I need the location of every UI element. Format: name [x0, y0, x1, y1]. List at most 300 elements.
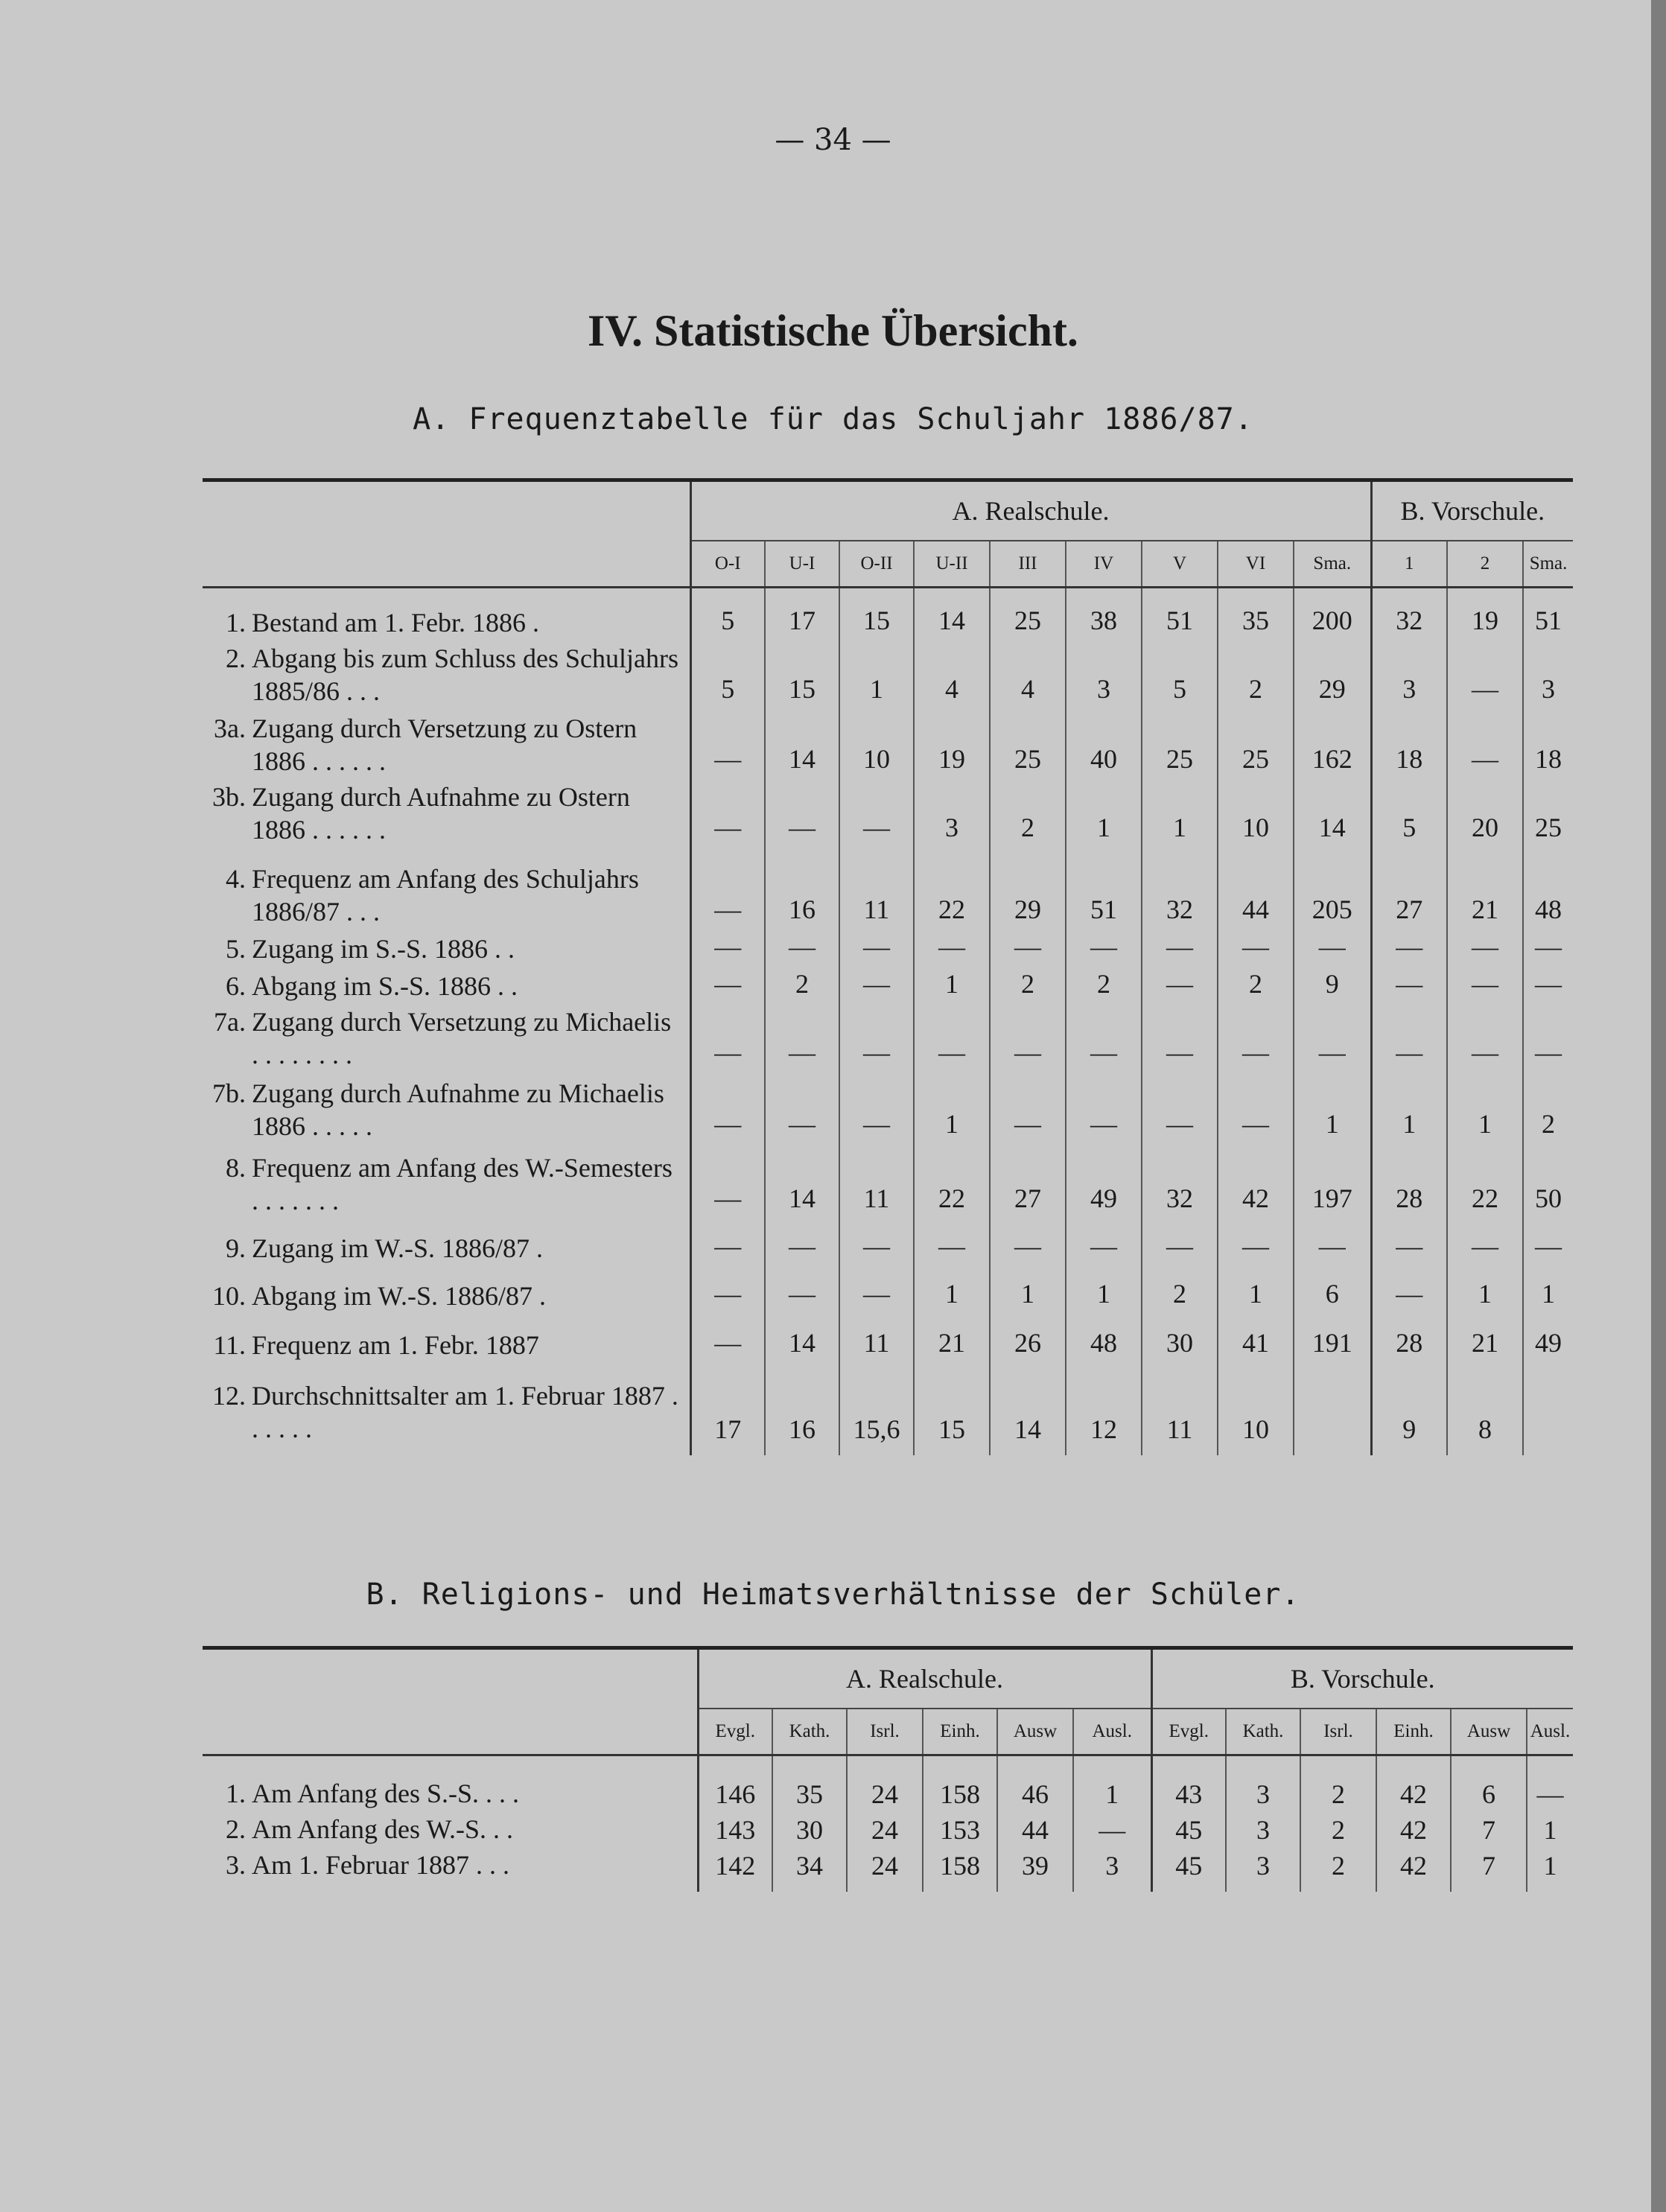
table-cell: 7: [1451, 1813, 1527, 1849]
table-cell: 24: [847, 1849, 923, 1892]
table-cell: 30: [772, 1813, 847, 1849]
table-cell: 10: [1218, 781, 1294, 849]
table-cell: —: [1142, 931, 1218, 968]
table-cell: 16: [765, 1364, 839, 1455]
table-cell: 16: [765, 849, 839, 931]
table-row: [203, 1074, 1573, 1145]
table-row: [203, 1315, 1573, 1364]
column-header: Ausw: [1451, 1709, 1527, 1755]
table-cell: 32: [1371, 588, 1447, 643]
table-cell: 51: [1066, 849, 1142, 931]
row-number: 4.: [226, 864, 246, 894]
table-cell: 21: [1447, 1315, 1523, 1364]
row-text: Frequenz am Anfang des Schuljahrs 1886/87 . . .: [252, 864, 639, 927]
column-header: Ausl.: [1073, 1709, 1151, 1755]
table-cell: 42: [1218, 1145, 1294, 1220]
table-cell: 38: [1066, 588, 1142, 643]
table-cell: 205: [1294, 849, 1371, 931]
table-cell: 2: [1300, 1849, 1376, 1892]
table-cell: 4: [990, 642, 1066, 711]
table-cell: 42: [1376, 1755, 1451, 1814]
row-text: Abgang im S.-S. 1886 . .: [252, 971, 518, 1001]
table-cell: 1: [1066, 1268, 1142, 1315]
table-cell: 10: [1218, 1364, 1294, 1455]
table-cell: 146: [698, 1755, 772, 1814]
row-label: [203, 1364, 690, 1455]
table-cell: 3: [1073, 1849, 1151, 1892]
table-cell: 1: [914, 1268, 990, 1315]
table-cell: —: [1371, 968, 1447, 1005]
table-cell: —: [690, 711, 765, 781]
table-cell: 1: [1294, 1074, 1371, 1145]
column-header: O-I: [690, 541, 765, 588]
table-cell: 1: [1371, 1074, 1447, 1145]
table-cell: 8: [1447, 1364, 1523, 1455]
table-cell: 197: [1294, 1145, 1371, 1220]
table-cell: —: [1218, 931, 1294, 968]
table-cell: 51: [1535, 606, 1562, 635]
table-cell: 1: [839, 642, 914, 711]
religion-table: [203, 1646, 1573, 1892]
table-cell: —: [1142, 968, 1218, 1005]
table-cell: —: [1294, 1220, 1371, 1268]
table-cell: 34: [772, 1849, 847, 1892]
table-cell: —: [690, 931, 765, 968]
row-text: Zugang durch Aufnahme zu Ostern 1886 . . . . . .: [252, 782, 630, 845]
row-label: [203, 1268, 690, 1315]
column-header: III: [990, 541, 1066, 588]
table-row: [203, 1005, 1573, 1074]
row-text: Zugang im W.-S. 1886/87 .: [252, 1233, 544, 1263]
table-cell: 2: [765, 968, 839, 1005]
table-cell: 14: [765, 711, 839, 781]
table-cell: 49: [1535, 1328, 1562, 1358]
table-cell: 15,6: [839, 1364, 914, 1455]
table-cell: 24: [847, 1813, 923, 1849]
column-header: Isrl.: [1300, 1709, 1376, 1755]
row-label: [203, 849, 690, 931]
table-cell: 1: [1447, 1074, 1523, 1145]
table-cell: 158: [923, 1755, 997, 1814]
table-cell: —: [1535, 932, 1562, 962]
table-cell: 44: [997, 1813, 1073, 1849]
row-number: 7a.: [214, 1007, 246, 1037]
table-cell: —: [1447, 1220, 1523, 1268]
table-row: [203, 1364, 1573, 1455]
table-cell: —: [839, 1005, 914, 1074]
table-cell: 32: [1142, 1145, 1218, 1220]
row-text: Zugang im S.-S. 1886 . .: [252, 934, 515, 964]
group-header-vorschule: B. Vorschule.: [1151, 1648, 1573, 1709]
table-cell: —: [690, 781, 765, 849]
table-cell: 3: [914, 781, 990, 849]
table-cell: 10: [839, 711, 914, 781]
stub-header: [203, 480, 690, 588]
table-cell: 27: [990, 1145, 1066, 1220]
table-row: [203, 1813, 1573, 1849]
row-number: 1.: [226, 1779, 246, 1808]
row-number: 3b.: [212, 782, 246, 812]
column-header: Sma.: [1294, 541, 1371, 588]
table-cell: 11: [839, 1145, 914, 1220]
row-text: Abgang bis zum Schluss des Schuljahrs 1885/86 . . .: [252, 643, 678, 706]
table-cell: 25: [990, 588, 1066, 643]
table-cell: 25: [1142, 711, 1218, 781]
page-number: — 34 —: [775, 123, 891, 157]
table-cell: 49: [1066, 1145, 1142, 1220]
column-header: Ausw: [997, 1709, 1073, 1755]
table-cell: —: [839, 931, 914, 968]
table-cell: —: [839, 781, 914, 849]
table-cell: 22: [1447, 1145, 1523, 1220]
row-text: Abgang im W.-S. 1886/87 .: [252, 1281, 547, 1311]
row-text: Am Anfang des W.-S. . .: [252, 1814, 513, 1844]
row-label: [203, 642, 690, 711]
table-cell: —: [1447, 642, 1523, 711]
table-cell: —: [1142, 1005, 1218, 1074]
column-header: VI: [1218, 541, 1294, 588]
table-cell: 32: [1142, 849, 1218, 931]
table-cell: —: [1218, 1005, 1294, 1074]
column-header: Isrl.: [847, 1709, 923, 1755]
row-number: 8.: [226, 1153, 246, 1183]
table-cell: —: [1371, 1220, 1447, 1268]
table-cell: 9: [1371, 1364, 1447, 1455]
table-cell: —: [1535, 1231, 1562, 1261]
table-cell: 20: [1447, 781, 1523, 849]
table-cell: 14: [765, 1315, 839, 1364]
table-cell: —: [839, 1074, 914, 1145]
table-row: [203, 781, 1573, 849]
table-cell: 3: [1066, 642, 1142, 711]
table-cell: [1523, 1364, 1573, 1455]
row-text: Zugang durch Versetzung zu Ostern 1886 . . . . . .: [252, 714, 638, 776]
row-text: Am 1. Februar 1887 . . .: [252, 1850, 509, 1880]
table-cell: 12: [1066, 1364, 1142, 1455]
table-cell: 35: [1218, 588, 1294, 643]
table-cell: 15: [765, 642, 839, 711]
table-cell: —: [1371, 1268, 1447, 1315]
stub-header: [203, 1648, 698, 1755]
column-header: IV: [1066, 541, 1142, 588]
table-cell: 200: [1294, 588, 1371, 643]
row-number: 5.: [226, 934, 246, 964]
table-cell: —: [1073, 1813, 1151, 1849]
table-cell: 29: [1294, 642, 1371, 711]
table-row: [203, 849, 1573, 931]
row-number: 12.: [212, 1381, 246, 1411]
table-cell: —: [1535, 1037, 1562, 1067]
table-cell: 25: [1218, 711, 1294, 781]
table-cell: 162: [1294, 711, 1371, 781]
column-header: Einh.: [923, 1709, 997, 1755]
table-cell: 142: [698, 1849, 772, 1892]
table-cell: —: [765, 1268, 839, 1315]
table-cell: —: [914, 931, 990, 968]
table-cell: 3: [1226, 1813, 1300, 1849]
row-label: [203, 1074, 690, 1145]
row-text: Zugang durch Aufnahme zu Michaelis 1886 . . . . .: [252, 1078, 664, 1141]
table-cell: —: [1294, 931, 1371, 968]
table-cell: 28: [1371, 1315, 1447, 1364]
table-cell: 14: [765, 1145, 839, 1220]
table-cell: —: [1535, 969, 1562, 999]
table-cell: 21: [1447, 849, 1523, 931]
column-header: Evgl.: [698, 1709, 772, 1755]
table-cell: 14: [990, 1364, 1066, 1455]
table-cell: —: [1066, 1005, 1142, 1074]
table-cell: —: [765, 931, 839, 968]
table-cell: 15: [839, 588, 914, 643]
table-cell: 29: [990, 849, 1066, 931]
table-cell: 46: [997, 1755, 1073, 1814]
column-header: Ausl.: [1527, 1709, 1573, 1755]
row-label: [203, 711, 690, 781]
table-cell: 2: [990, 781, 1066, 849]
table-cell: 5: [690, 642, 765, 711]
table-row: [203, 1220, 1573, 1268]
table-cell: —: [1447, 1005, 1523, 1074]
table-cell: 42: [1376, 1813, 1451, 1849]
table-cell: —: [1142, 1074, 1218, 1145]
row-text: Bestand am 1. Febr. 1886 .: [252, 608, 539, 638]
row-label: [203, 1813, 698, 1849]
table-cell: —: [690, 1220, 765, 1268]
table-cell: 48: [1066, 1315, 1142, 1364]
table-cell: 3: [1226, 1755, 1300, 1814]
column-header: Evgl.: [1151, 1709, 1226, 1755]
table-cell: 2: [1218, 642, 1294, 711]
table-cell: 22: [914, 849, 990, 931]
row-label: [203, 1849, 698, 1892]
table-cell: —: [690, 849, 765, 931]
table-cell: [1294, 1364, 1371, 1455]
table-cell: —: [990, 1074, 1066, 1145]
table-cell: 2: [1300, 1755, 1376, 1814]
column-header: O-II: [839, 541, 914, 588]
table-cell: 39: [997, 1849, 1073, 1892]
row-label: [203, 1220, 690, 1268]
frequency-table-title: A. Frequenztabelle für das Schuljahr 1886/87.: [413, 402, 1253, 436]
table-cell: 158: [923, 1849, 997, 1892]
table-row: [203, 588, 1573, 643]
table-cell: 3: [1226, 1849, 1300, 1892]
table-cell: —: [990, 1220, 1066, 1268]
table-cell: —: [1447, 968, 1523, 1005]
table-cell: —: [1066, 931, 1142, 968]
table-cell: 6: [1451, 1755, 1527, 1814]
table-row: [203, 1268, 1573, 1315]
column-header: V: [1142, 541, 1218, 588]
table-cell: 2: [1300, 1813, 1376, 1849]
table-cell: 35: [772, 1755, 847, 1814]
table-cell: 7: [1451, 1849, 1527, 1892]
row-text: Frequenz am Anfang des W.-Semesters . . . . . . .: [252, 1153, 673, 1215]
table-cell: 24: [847, 1755, 923, 1814]
table-cell: 18: [1535, 744, 1562, 774]
row-number: 2.: [226, 643, 246, 673]
column-header: Kath.: [1226, 1709, 1300, 1755]
table-cell: —: [1294, 1005, 1371, 1074]
table-cell: 48: [1535, 894, 1562, 924]
row-number: 9.: [226, 1233, 246, 1263]
table-cell: 11: [1142, 1364, 1218, 1455]
table-cell: —: [1371, 1005, 1447, 1074]
row-number: 11.: [213, 1330, 246, 1360]
table-cell: 30: [1142, 1315, 1218, 1364]
table-cell: 3: [1371, 642, 1447, 711]
table-cell: 26: [990, 1315, 1066, 1364]
table-cell: —: [690, 1145, 765, 1220]
table-cell: —: [1447, 931, 1523, 968]
table-cell: —: [1218, 1074, 1294, 1145]
table-cell: 5: [1371, 781, 1447, 849]
column-header: U-II: [914, 541, 990, 588]
table-cell: —: [690, 1005, 765, 1074]
column-header: Kath.: [772, 1709, 847, 1755]
table-cell: —: [690, 968, 765, 1005]
table-row: [203, 642, 1573, 711]
table-cell: 11: [839, 849, 914, 931]
table-cell: 1: [1066, 781, 1142, 849]
table-cell: 27: [1371, 849, 1447, 931]
table-cell: 43: [1151, 1755, 1226, 1814]
row-label: [203, 1315, 690, 1364]
table-cell: 1: [1542, 1279, 1556, 1309]
table-cell: 14: [914, 588, 990, 643]
table-cell: —: [1218, 1220, 1294, 1268]
table-cell: —: [839, 1268, 914, 1315]
table-cell: 3: [1542, 674, 1556, 704]
table-cell: 1: [1447, 1268, 1523, 1315]
table-cell: —: [1066, 1074, 1142, 1145]
table-cell: 2: [1066, 968, 1142, 1005]
row-number: 6.: [226, 971, 246, 1001]
table-cell: 143: [698, 1813, 772, 1849]
table-cell: —: [839, 968, 914, 1005]
row-label: [203, 968, 690, 1005]
table-cell: —: [1536, 1779, 1564, 1809]
table-cell: 15: [914, 1364, 990, 1455]
table-cell: 1: [1142, 781, 1218, 849]
row-label: [203, 1755, 698, 1814]
table-cell: 44: [1218, 849, 1294, 931]
row-text: Durchschnittsalter am 1. Februar 1887 . . . . . .: [252, 1381, 678, 1443]
column-header: Einh.: [1376, 1709, 1451, 1755]
row-text: Frequenz am 1. Febr. 1887: [252, 1330, 539, 1360]
table-cell: 6: [1294, 1268, 1371, 1315]
table-cell: 9: [1294, 968, 1371, 1005]
table-row: [203, 1145, 1573, 1220]
table-cell: 4: [914, 642, 990, 711]
table-row: [203, 968, 1573, 1005]
table-cell: 22: [914, 1145, 990, 1220]
frequency-table: [203, 478, 1573, 1455]
table-cell: 1: [1543, 1815, 1557, 1845]
table-cell: 17: [765, 588, 839, 643]
column-header: Sma.: [1523, 541, 1573, 588]
table-cell: —: [690, 1268, 765, 1315]
table-cell: —: [765, 1220, 839, 1268]
row-label: [203, 588, 690, 643]
table-cell: 1: [990, 1268, 1066, 1315]
table-cell: 19: [914, 711, 990, 781]
table-cell: 40: [1066, 711, 1142, 781]
table-cell: —: [690, 1315, 765, 1364]
group-header-realschule: A. Realschule.: [698, 1648, 1151, 1709]
table-cell: 17: [690, 1364, 765, 1455]
table-cell: 14: [1294, 781, 1371, 849]
table-cell: 28: [1371, 1145, 1447, 1220]
table-cell: 42: [1376, 1849, 1451, 1892]
table-cell: 1: [1543, 1851, 1557, 1881]
row-text: Zugang durch Versetzung zu Michaelis . . . . . . . .: [252, 1007, 672, 1070]
row-label: [203, 1145, 690, 1220]
table-cell: —: [690, 1074, 765, 1145]
table-cell: 1: [914, 968, 990, 1005]
table-cell: —: [1447, 711, 1523, 781]
table-cell: 5: [690, 588, 765, 643]
religion-table-title: B. Religions- und Heimatsverhältnisse der Schüler.: [366, 1577, 1300, 1612]
table-cell: 25: [990, 711, 1066, 781]
table-cell: —: [1066, 1220, 1142, 1268]
table-cell: —: [1371, 931, 1447, 968]
table-cell: 2: [990, 968, 1066, 1005]
table-cell: 1: [1073, 1755, 1151, 1814]
table-cell: 51: [1142, 588, 1218, 643]
table-cell: —: [839, 1220, 914, 1268]
column-header: 2: [1447, 541, 1523, 588]
table-cell: 2: [1142, 1268, 1218, 1315]
table-cell: 18: [1371, 711, 1447, 781]
table-row: [203, 1849, 1573, 1892]
table-cell: 41: [1218, 1315, 1294, 1364]
row-label: [203, 781, 690, 849]
table-row: [203, 931, 1573, 968]
row-number: 10.: [212, 1281, 246, 1311]
row-label: [203, 931, 690, 968]
row-number: 3.: [226, 1850, 246, 1880]
row-number: 3a.: [214, 714, 246, 743]
table-cell: 19: [1447, 588, 1523, 643]
table-cell: —: [914, 1220, 990, 1268]
page-title: IV. Statistische Übersicht.: [588, 306, 1078, 355]
row-number: 1.: [226, 608, 246, 638]
table-cell: —: [914, 1005, 990, 1074]
column-header: U-I: [765, 541, 839, 588]
table-cell: 5: [1142, 642, 1218, 711]
table-cell: —: [990, 1005, 1066, 1074]
row-text: Am Anfang des S.-S. . . .: [252, 1779, 519, 1808]
table-cell: —: [765, 781, 839, 849]
table-cell: 11: [839, 1315, 914, 1364]
table-cell: 2: [1542, 1109, 1556, 1139]
table-row: [203, 711, 1573, 781]
table-cell: 191: [1294, 1315, 1371, 1364]
table-cell: 1: [914, 1074, 990, 1145]
table-cell: 25: [1535, 813, 1562, 842]
table-row: [203, 1755, 1573, 1814]
table-cell: 153: [923, 1813, 997, 1849]
table-cell: 2: [1218, 968, 1294, 1005]
table-cell: —: [765, 1005, 839, 1074]
table-cell: 21: [914, 1315, 990, 1364]
table-cell: —: [765, 1074, 839, 1145]
table-cell: —: [1142, 1220, 1218, 1268]
table-cell: —: [990, 931, 1066, 968]
table-cell: 45: [1151, 1813, 1226, 1849]
row-number: 7b.: [212, 1078, 246, 1108]
